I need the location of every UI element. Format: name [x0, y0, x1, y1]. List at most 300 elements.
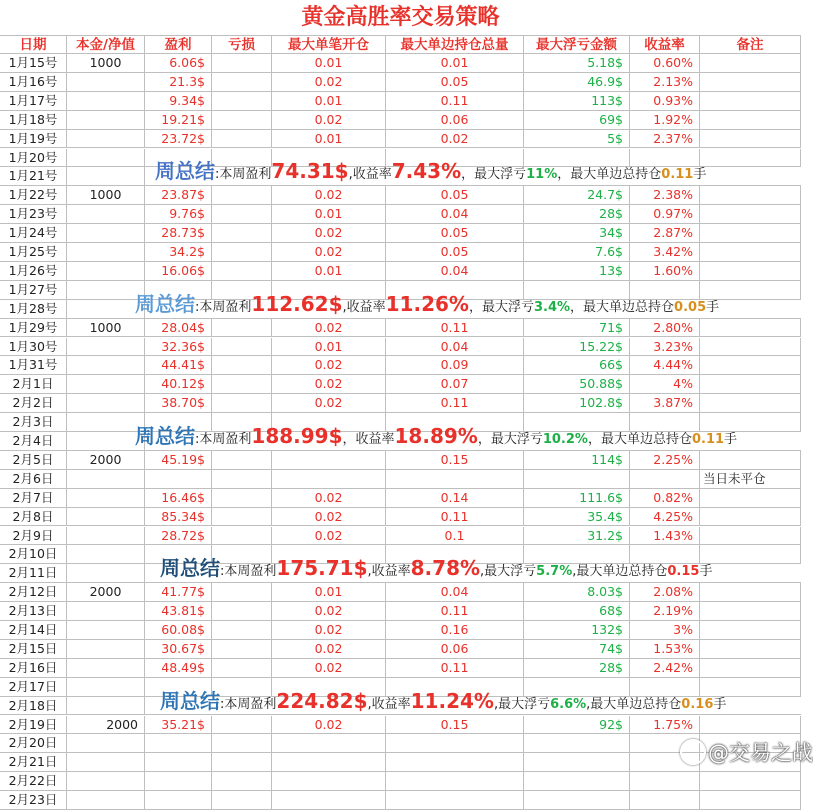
- table-cell[interactable]: 2月22日: [0, 772, 67, 791]
- table-cell[interactable]: 0.60%: [630, 54, 700, 73]
- table-cell[interactable]: [700, 489, 801, 508]
- table-cell[interactable]: 1月28号: [0, 300, 67, 319]
- table-cell[interactable]: [67, 621, 145, 640]
- table-cell[interactable]: [700, 375, 801, 394]
- table-cell[interactable]: 9.34$: [145, 92, 212, 111]
- table-cell[interactable]: [700, 73, 801, 92]
- table-cell[interactable]: [212, 470, 272, 489]
- summary-return-label: ,收益率: [342, 299, 386, 315]
- table-cell[interactable]: 2月8日: [0, 508, 67, 527]
- table-cell[interactable]: [212, 640, 272, 659]
- table-cell[interactable]: 1月27号: [0, 281, 67, 300]
- table-cell[interactable]: 71$: [524, 319, 630, 338]
- table-cell[interactable]: 66$: [524, 356, 630, 375]
- table-cell[interactable]: [212, 716, 272, 735]
- table-cell[interactable]: [67, 564, 145, 583]
- table-cell[interactable]: [212, 338, 272, 357]
- table-cell[interactable]: 2月20日: [0, 734, 67, 753]
- table-cell[interactable]: 2月4日: [0, 432, 67, 451]
- table-cell[interactable]: [67, 356, 145, 375]
- table-cell[interactable]: 1.43%: [630, 527, 700, 546]
- table-cell[interactable]: 2月19日: [0, 716, 67, 735]
- table-cell[interactable]: 0.05: [386, 243, 524, 262]
- table-cell[interactable]: [524, 753, 630, 772]
- table-cell[interactable]: 2月23日: [0, 791, 67, 810]
- table-cell[interactable]: [700, 338, 801, 357]
- table-cell[interactable]: 4%: [630, 375, 700, 394]
- table-cell[interactable]: 34$: [524, 224, 630, 243]
- table-cell[interactable]: [212, 394, 272, 413]
- table-cell[interactable]: 0.02: [272, 621, 386, 640]
- table-cell[interactable]: [524, 772, 630, 791]
- table-cell[interactable]: 113$: [524, 92, 630, 111]
- table-cell[interactable]: [67, 678, 145, 697]
- table-cell[interactable]: [67, 602, 145, 621]
- table-cell[interactable]: 1月26号: [0, 262, 67, 281]
- table-cell[interactable]: [67, 508, 145, 527]
- table-cell[interactable]: [700, 508, 801, 527]
- table-cell[interactable]: 0.11: [386, 508, 524, 527]
- table-cell[interactable]: [272, 753, 386, 772]
- table-cell[interactable]: 0.02: [272, 243, 386, 262]
- table-cell[interactable]: 0.11: [386, 602, 524, 621]
- table-cell[interactable]: [700, 545, 801, 564]
- table-cell[interactable]: [212, 508, 272, 527]
- table-cell[interactable]: [700, 602, 801, 621]
- table-cell[interactable]: [67, 338, 145, 357]
- table-cell[interactable]: [67, 489, 145, 508]
- table-cell[interactable]: 44.41$: [145, 356, 212, 375]
- table-cell[interactable]: 2000: [67, 451, 145, 470]
- table-cell[interactable]: 1月25号: [0, 243, 67, 262]
- table-cell[interactable]: [700, 186, 801, 205]
- header-cell: 盈利: [145, 36, 212, 54]
- table-cell[interactable]: 2月11日: [0, 564, 67, 583]
- table-cell[interactable]: 1000: [67, 54, 145, 73]
- table-cell[interactable]: 1月23号: [0, 205, 67, 224]
- table-cell[interactable]: [67, 753, 145, 772]
- table-cell[interactable]: [212, 583, 272, 602]
- summary-return: 11.26%: [385, 291, 469, 316]
- table-cell[interactable]: 0.02: [386, 130, 524, 149]
- summary-label: 周总结: [135, 291, 195, 316]
- table-cell[interactable]: [700, 772, 801, 791]
- table-cell[interactable]: 0.04: [386, 583, 524, 602]
- table-cell[interactable]: 85.34$: [145, 508, 212, 527]
- table-cell[interactable]: [386, 470, 524, 489]
- table-cell[interactable]: 2月9日: [0, 527, 67, 546]
- table-cell[interactable]: 0.01: [272, 583, 386, 602]
- table-cell[interactable]: [700, 130, 801, 149]
- table-cell[interactable]: 68$: [524, 602, 630, 621]
- table-cell[interactable]: [145, 734, 212, 753]
- table-cell[interactable]: 0.11: [386, 659, 524, 678]
- table-cell[interactable]: 2月2日: [0, 394, 67, 413]
- table-cell[interactable]: 1月19号: [0, 130, 67, 149]
- table-cell[interactable]: [700, 356, 801, 375]
- summary-drawdown-label: ,最大浮亏: [480, 564, 537, 580]
- table-cell[interactable]: 3.23%: [630, 338, 700, 357]
- table-cell[interactable]: 48.49$: [145, 659, 212, 678]
- table-cell[interactable]: [630, 772, 700, 791]
- table-cell[interactable]: 0.09: [386, 356, 524, 375]
- table-cell[interactable]: 2.37%: [630, 130, 700, 149]
- table-cell[interactable]: 74$: [524, 640, 630, 659]
- table-cell[interactable]: [212, 602, 272, 621]
- table-cell[interactable]: 1月16号: [0, 73, 67, 92]
- table-cell[interactable]: 1月31号: [0, 356, 67, 375]
- table-cell[interactable]: 0.04: [386, 338, 524, 357]
- table-cell[interactable]: 35.21$: [145, 716, 212, 735]
- table-cell[interactable]: [67, 413, 145, 432]
- table-cell[interactable]: 2月7日: [0, 489, 67, 508]
- table-cell[interactable]: 2.19%: [630, 602, 700, 621]
- table-cell[interactable]: 8.03$: [524, 583, 630, 602]
- table-cell[interactable]: 0.14: [386, 489, 524, 508]
- table-cell[interactable]: [700, 716, 801, 735]
- table-cell[interactable]: [212, 205, 272, 224]
- table-cell[interactable]: 1.92%: [630, 111, 700, 130]
- table-cell[interactable]: [386, 753, 524, 772]
- table-cell[interactable]: 0.02: [272, 394, 386, 413]
- table-cell[interactable]: 2.42%: [630, 659, 700, 678]
- table-cell[interactable]: [212, 111, 272, 130]
- table-cell[interactable]: 60.08$: [145, 621, 212, 640]
- table-cell[interactable]: [272, 791, 386, 810]
- table-cell[interactable]: [145, 753, 212, 772]
- table-cell[interactable]: 0.05: [386, 73, 524, 92]
- table-cell[interactable]: 102.8$: [524, 394, 630, 413]
- table-cell[interactable]: 0.05: [386, 186, 524, 205]
- table-cell[interactable]: [386, 734, 524, 753]
- table-cell[interactable]: [700, 621, 801, 640]
- table-cell[interactable]: 114$: [524, 451, 630, 470]
- table-cell[interactable]: 13$: [524, 262, 630, 281]
- table-cell[interactable]: 1000: [67, 319, 145, 338]
- table-cell[interactable]: [67, 73, 145, 92]
- table-cell[interactable]: 0.01: [272, 130, 386, 149]
- table-cell[interactable]: [67, 281, 145, 300]
- table-cell[interactable]: 0.04: [386, 205, 524, 224]
- table-cell[interactable]: 1月24号: [0, 224, 67, 243]
- table-cell[interactable]: [700, 451, 801, 470]
- table-cell[interactable]: 2月10日: [0, 545, 67, 564]
- table-cell[interactable]: 35.4$: [524, 508, 630, 527]
- table-cell[interactable]: [700, 149, 801, 168]
- table-cell[interactable]: [272, 470, 386, 489]
- table-cell[interactable]: 24.7$: [524, 186, 630, 205]
- table-cell[interactable]: 2月3日: [0, 413, 67, 432]
- table-cell[interactable]: [212, 54, 272, 73]
- table-cell[interactable]: 23.72$: [145, 130, 212, 149]
- table-cell[interactable]: [212, 356, 272, 375]
- table-cell[interactable]: 41.77$: [145, 583, 212, 602]
- table-cell[interactable]: 3.42%: [630, 243, 700, 262]
- table-cell[interactable]: 2月15日: [0, 640, 67, 659]
- table-cell[interactable]: 46.9$: [524, 73, 630, 92]
- table-cell[interactable]: [524, 734, 630, 753]
- table-cell[interactable]: 1月29号: [0, 319, 67, 338]
- table-cell[interactable]: [700, 224, 801, 243]
- table-cell[interactable]: 1月21号: [0, 167, 67, 186]
- table-cell[interactable]: [67, 394, 145, 413]
- table-cell[interactable]: [67, 375, 145, 394]
- table-cell[interactable]: 2.38%: [630, 186, 700, 205]
- table-cell[interactable]: 0.02: [272, 319, 386, 338]
- table-cell[interactable]: 0.01: [272, 92, 386, 111]
- table-cell[interactable]: [700, 319, 801, 338]
- table-cell[interactable]: 30.67$: [145, 640, 212, 659]
- table-cell[interactable]: 0.02: [272, 489, 386, 508]
- table-cell[interactable]: 28.72$: [145, 527, 212, 546]
- table-cell[interactable]: 0.06: [386, 111, 524, 130]
- table-cell[interactable]: 0.02: [272, 716, 386, 735]
- table-cell[interactable]: 4.25%: [630, 508, 700, 527]
- table-cell[interactable]: [67, 224, 145, 243]
- table-cell[interactable]: [386, 791, 524, 810]
- table-cell[interactable]: [212, 489, 272, 508]
- table-cell[interactable]: 32.36$: [145, 338, 212, 357]
- table-cell[interactable]: 1月18号: [0, 111, 67, 130]
- table-cell[interactable]: [212, 243, 272, 262]
- table-cell[interactable]: 40.12$: [145, 375, 212, 394]
- table-cell[interactable]: 111.6$: [524, 489, 630, 508]
- table-cell[interactable]: 0.02: [272, 224, 386, 243]
- table-cell[interactable]: [67, 791, 145, 810]
- table-cell[interactable]: [272, 772, 386, 791]
- table-cell[interactable]: 2月13日: [0, 602, 67, 621]
- summary-return-label: ,收益率: [367, 696, 411, 712]
- table-cell[interactable]: 34.2$: [145, 243, 212, 262]
- table-cell[interactable]: [67, 205, 145, 224]
- table-cell[interactable]: [67, 300, 145, 319]
- table-cell[interactable]: [700, 527, 801, 546]
- table-cell[interactable]: 0.02: [272, 356, 386, 375]
- table-cell[interactable]: [145, 470, 212, 489]
- table-cell[interactable]: 0.02: [272, 602, 386, 621]
- table-cell[interactable]: 0.82%: [630, 489, 700, 508]
- table-cell[interactable]: 2000: [67, 583, 145, 602]
- table-cell[interactable]: [212, 224, 272, 243]
- table-cell[interactable]: [212, 734, 272, 753]
- table-cell[interactable]: [212, 375, 272, 394]
- table-cell[interactable]: [212, 262, 272, 281]
- table-cell[interactable]: 132$: [524, 621, 630, 640]
- table-cell[interactable]: 23.87$: [145, 186, 212, 205]
- table-cell[interactable]: 1月30号: [0, 338, 67, 357]
- table-cell[interactable]: 2月16日: [0, 659, 67, 678]
- table-cell[interactable]: 1.53%: [630, 640, 700, 659]
- table-cell[interactable]: 0.01: [386, 54, 524, 73]
- table-cell[interactable]: 2月18日: [0, 697, 67, 716]
- table-cell[interactable]: 92$: [524, 716, 630, 735]
- table-cell[interactable]: 19.21$: [145, 111, 212, 130]
- table-cell[interactable]: 38.70$: [145, 394, 212, 413]
- table-cell[interactable]: 0.02: [272, 186, 386, 205]
- table-cell[interactable]: 2月12日: [0, 583, 67, 602]
- table-cell[interactable]: [700, 54, 801, 73]
- table-cell[interactable]: [386, 772, 524, 791]
- table-cell[interactable]: 2.13%: [630, 73, 700, 92]
- table-cell[interactable]: 1月20号: [0, 149, 67, 168]
- table-cell[interactable]: [700, 243, 801, 262]
- table-cell[interactable]: 50.88$: [524, 375, 630, 394]
- table-cell[interactable]: [700, 205, 801, 224]
- table-cell[interactable]: 2月17日: [0, 678, 67, 697]
- table-cell[interactable]: 2.25%: [630, 451, 700, 470]
- table-cell[interactable]: 0.01: [272, 338, 386, 357]
- table-cell[interactable]: 1月15号: [0, 54, 67, 73]
- table-cell[interactable]: 0.15: [386, 716, 524, 735]
- table-cell[interactable]: 0.11: [386, 92, 524, 111]
- table-cell[interactable]: 5$: [524, 130, 630, 149]
- table-cell[interactable]: [67, 130, 145, 149]
- table-cell[interactable]: 2.80%: [630, 319, 700, 338]
- table-cell[interactable]: 0.11: [386, 319, 524, 338]
- table-cell[interactable]: [67, 697, 145, 716]
- table-cell[interactable]: 2月1日: [0, 375, 67, 394]
- table-cell[interactable]: 0.93%: [630, 92, 700, 111]
- table-cell[interactable]: 1.75%: [630, 716, 700, 735]
- table-cell[interactable]: [212, 753, 272, 772]
- table-cell[interactable]: 2000: [67, 716, 145, 735]
- table-cell[interactable]: 28$: [524, 659, 630, 678]
- table-cell[interactable]: 1000: [67, 186, 145, 205]
- table-cell[interactable]: [212, 92, 272, 111]
- summary-unit: 手: [724, 432, 738, 447]
- table-cell[interactable]: 28.04$: [145, 319, 212, 338]
- table-cell[interactable]: 0.11: [386, 394, 524, 413]
- table-cell[interactable]: [700, 659, 801, 678]
- table-cell[interactable]: 0.04: [386, 262, 524, 281]
- table-cell[interactable]: 3.87%: [630, 394, 700, 413]
- weekly-summary: [160, 688, 727, 715]
- table-cell[interactable]: [212, 186, 272, 205]
- table-cell[interactable]: [67, 432, 145, 451]
- table-cell[interactable]: [67, 470, 145, 489]
- table-cell[interactable]: 2月14日: [0, 621, 67, 640]
- table-cell[interactable]: 0.05: [386, 224, 524, 243]
- table-cell[interactable]: 15.22$: [524, 338, 630, 357]
- table-cell[interactable]: [67, 262, 145, 281]
- table-cell[interactable]: [212, 319, 272, 338]
- summary-drawdown-label: ，最大浮亏: [468, 299, 534, 315]
- table-cell[interactable]: 28.73$: [145, 224, 212, 243]
- table-cell[interactable]: 69$: [524, 111, 630, 130]
- table-cell[interactable]: 7.6$: [524, 243, 630, 262]
- table-cell[interactable]: 2.08%: [630, 583, 700, 602]
- table-cell[interactable]: [145, 791, 212, 810]
- table-cell[interactable]: [212, 73, 272, 92]
- table-cell[interactable]: 5.18$: [524, 54, 630, 73]
- table-cell[interactable]: [630, 791, 700, 810]
- table-cell[interactable]: 2.87%: [630, 224, 700, 243]
- table-cell[interactable]: 6.06$: [145, 54, 212, 73]
- table-cell[interactable]: [700, 92, 801, 111]
- table-cell[interactable]: [67, 772, 145, 791]
- table-cell[interactable]: [67, 545, 145, 564]
- table-cell[interactable]: [212, 791, 272, 810]
- table-cell[interactable]: 0.02: [272, 640, 386, 659]
- table-cell[interactable]: [67, 167, 145, 186]
- table-cell[interactable]: 0.02: [272, 659, 386, 678]
- table-cell[interactable]: 0.02: [272, 111, 386, 130]
- table-cell[interactable]: 43.81$: [145, 602, 212, 621]
- table-cell[interactable]: 2月21日: [0, 753, 67, 772]
- table-cell[interactable]: 0.06: [386, 640, 524, 659]
- table-cell[interactable]: [212, 659, 272, 678]
- table-cell[interactable]: 0.02: [272, 527, 386, 546]
- table-cell[interactable]: 28$: [524, 205, 630, 224]
- table-cell[interactable]: [524, 791, 630, 810]
- table-cell[interactable]: 0.02: [272, 508, 386, 527]
- table-cell[interactable]: 0.97%: [630, 205, 700, 224]
- table-cell[interactable]: 4.44%: [630, 356, 700, 375]
- table-cell[interactable]: 9.76$: [145, 205, 212, 224]
- table-cell[interactable]: [67, 111, 145, 130]
- summary-drawdown-label: ,最大浮亏: [493, 696, 551, 712]
- table-cell[interactable]: [212, 130, 272, 149]
- table-cell[interactable]: [67, 527, 145, 546]
- table-cell[interactable]: [67, 640, 145, 659]
- table-cell[interactable]: [630, 470, 700, 489]
- table-cell[interactable]: 1.60%: [630, 262, 700, 281]
- table-cell[interactable]: [700, 791, 801, 810]
- table-cell[interactable]: 16.06$: [145, 262, 212, 281]
- table-cell[interactable]: [700, 111, 801, 130]
- table-cell[interactable]: 0.01: [272, 54, 386, 73]
- table-cell[interactable]: 31.2$: [524, 527, 630, 546]
- table-cell[interactable]: 2月6日: [0, 470, 67, 489]
- table-cell[interactable]: 21.3$: [145, 73, 212, 92]
- table-cell[interactable]: 0.02: [272, 375, 386, 394]
- table-cell[interactable]: [212, 527, 272, 546]
- table-cell[interactable]: [212, 772, 272, 791]
- table-cell[interactable]: [272, 451, 386, 470]
- table-cell[interactable]: 16.46$: [145, 489, 212, 508]
- table-cell[interactable]: [67, 734, 145, 753]
- table-cell[interactable]: [700, 583, 801, 602]
- table-cell[interactable]: 0.02: [272, 73, 386, 92]
- header-cell: 亏损: [212, 36, 272, 54]
- table-cell[interactable]: 45.19$: [145, 451, 212, 470]
- table-cell[interactable]: 0.15: [386, 451, 524, 470]
- table-cell[interactable]: 2月5日: [0, 451, 67, 470]
- table-cell[interactable]: 0.01: [272, 262, 386, 281]
- table-cell[interactable]: 1月22号: [0, 186, 67, 205]
- table-cell[interactable]: [67, 243, 145, 262]
- table-cell[interactable]: [700, 394, 801, 413]
- table-cell[interactable]: [67, 659, 145, 678]
- table-cell[interactable]: [67, 92, 145, 111]
- table-cell[interactable]: [272, 734, 386, 753]
- table-cell[interactable]: 0.16: [386, 621, 524, 640]
- table-cell[interactable]: [524, 470, 630, 489]
- table-cell[interactable]: [67, 149, 145, 168]
- table-cell[interactable]: [212, 451, 272, 470]
- summary-profit: 175.71$: [276, 556, 368, 581]
- table-cell[interactable]: 0.1: [386, 527, 524, 546]
- table-cell[interactable]: [700, 640, 801, 659]
- table-cell[interactable]: 3%: [630, 621, 700, 640]
- table-cell[interactable]: [145, 772, 212, 791]
- table-cell[interactable]: 当日未平仓: [700, 470, 801, 489]
- table-cell[interactable]: 0.01: [272, 205, 386, 224]
- table-cell[interactable]: 0.07: [386, 375, 524, 394]
- table-cell[interactable]: [700, 262, 801, 281]
- table-cell[interactable]: 1月17号: [0, 92, 67, 111]
- table-cell[interactable]: [212, 621, 272, 640]
